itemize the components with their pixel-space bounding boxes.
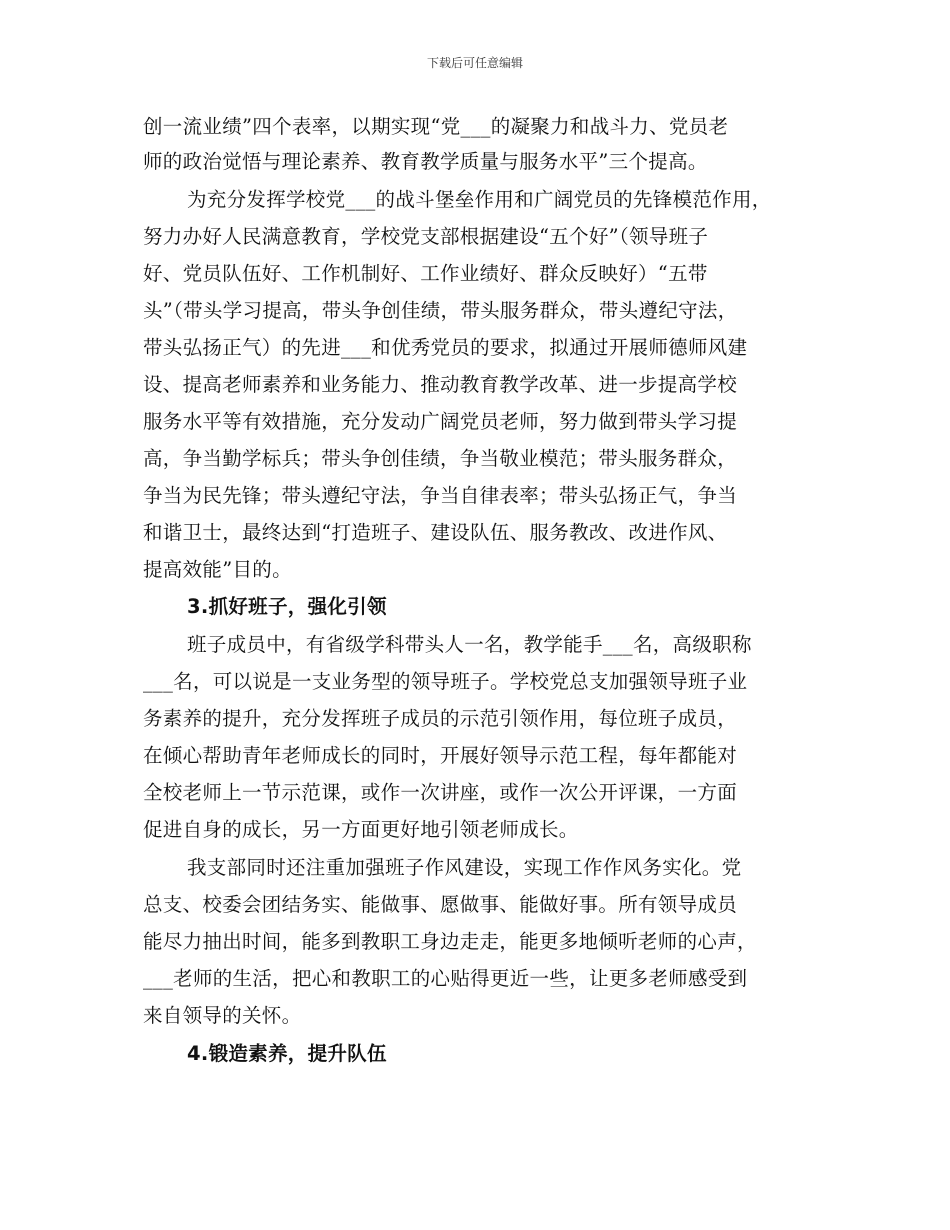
paragraph-line: 能尽力抽出时间，能多到教职工身边走走，能更多地倾听老师的心声， <box>143 930 757 953</box>
paragraph-line: 和谐卫士，最终达到“打造班子、建设队伍、服务教改、改进作风、 <box>143 521 728 544</box>
paragraph-line: 师的政治觉悟与理论素养、教育教学质量与服务水平”三个提高。 <box>143 150 708 173</box>
paragraph-line: ___老师的生活，把心和教职工的心贴得更近一些，让更多老师感受到 <box>143 967 748 990</box>
paragraph-line: 高，争当勤学标兵；带头争创佳绩，争当敬业模范；带头服务群众， <box>143 447 738 470</box>
paragraph-line: 总支、校委会团结务实、能做事、愿做事、能做好事。所有领导成员 <box>143 893 738 916</box>
paragraph-line: 努力办好人民满意教育，学校党支部根据建设“五个好”（领导班子 <box>143 225 709 248</box>
paragraph-line: 争当为民先锋；带头遵纪守法，争当自律表率；带头弘扬正气，争当 <box>143 484 738 507</box>
paragraph-line: 促进自身的成长，另一方面更好地引领老师成长。 <box>143 818 579 841</box>
paragraph-line: 来自领导的关怀。 <box>143 1004 302 1027</box>
paragraph-line: 全校老师上一节示范课，或作一次讲座，或作一次公开评课，一方面 <box>143 781 738 804</box>
paragraph-line: 设、提高老师素养和业务能力、推动教育教学改革、进一步提高学校 <box>143 373 738 396</box>
paragraph-line: 头”（带头学习提高，带头争创佳绩，带头服务群众，带头遵纪守法， <box>143 299 738 322</box>
paragraph-line: ___名，可以说是一支业务型的领导班子。学校党总支加强领导班子业 <box>143 670 748 693</box>
paragraph-line: 服务水平等有效措施，充分发动广阔党员老师，努力做到带头学习提 <box>143 410 738 433</box>
paragraph-line: 带头弘扬正气）的先进___和优秀党员的要求，拟通过开展师德师风建 <box>143 336 748 359</box>
paragraph-line: 我支部同时还注重加强班子作风建设，实现工作作风务实化。党 <box>187 856 742 879</box>
paragraph-line: 好、党员队伍好、工作机制好、工作业绩好、群众反映好）“五带 <box>143 262 708 285</box>
paragraph-line: 在倾心帮助青年老师成长的同时，开展好领导示范工程，每年都能对 <box>143 744 738 767</box>
section-heading: 4.锻造素养，提升队伍 <box>187 1042 387 1065</box>
header-note: 下载后可任意编辑 <box>426 56 523 70</box>
paragraph-line: 班子成员中，有省级学科带头人一名，教学能手___名，高级职称 <box>187 633 752 656</box>
section-heading: 3.抓好班子，强化引领 <box>187 595 387 618</box>
paragraph-line: 创一流业绩”四个表率，以期实现“党___的凝聚力和战斗力、党员老 <box>143 115 729 138</box>
paragraph-line: 提高效能”目的。 <box>143 558 292 581</box>
paragraph-line: 为充分发挥学校党___的战斗堡垒作用和广阔党员的先锋模范作用， <box>187 188 772 211</box>
paragraph-line: 务素养的提升，充分发挥班子成员的示范引领作用，每位班子成员， <box>143 707 738 730</box>
